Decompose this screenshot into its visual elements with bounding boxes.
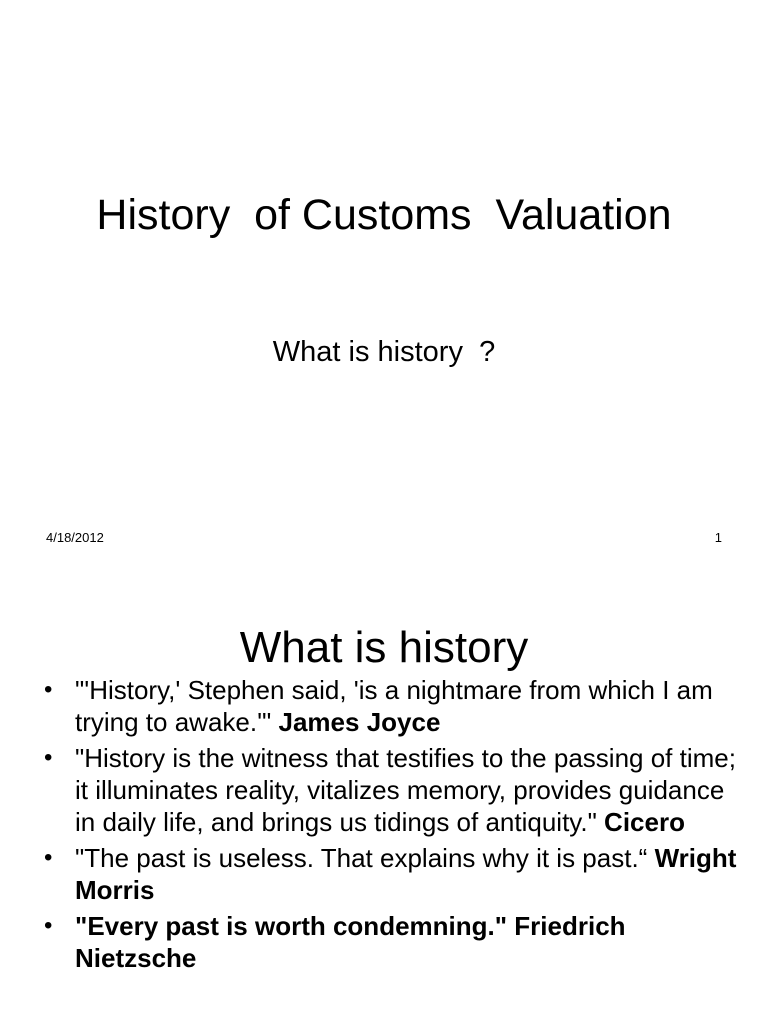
quote-item-nietzsche — [44, 910, 744, 974]
quote-author: Friedrich Nietzsche — [75, 911, 626, 973]
quote-text: "'History,' Stephen said, 'is a nightmare from which I am trying to awake.'" — [75, 675, 713, 737]
slide-title: History of Customs Valuation — [96, 191, 672, 239]
quote-text: "History is the witness that testifies to the passing of time; it illuminates reality, vitalizes memory, provides guidance in daily life, and brings us tidings of antiquity." — [75, 743, 736, 837]
bullet-icon: • — [44, 744, 53, 771]
quote-author: James Joyce — [278, 707, 441, 737]
slide-subtitle: What is history ? — [272, 336, 496, 368]
quote-item-cicero — [44, 742, 744, 838]
bullet-icon: • — [44, 844, 53, 871]
quote-item-morris — [44, 842, 744, 906]
quote-text: "Every past is worth condemning." — [75, 911, 515, 941]
bullet-icon: • — [44, 912, 53, 939]
quote-item-joyce — [44, 674, 744, 738]
slide-title: What is history — [239, 623, 529, 672]
footer-date: 4/18/2012 — [46, 530, 104, 545]
bullet-icon: • — [44, 676, 53, 703]
page-number: 1 — [714, 530, 722, 545]
quote-author: Cicero — [604, 807, 685, 837]
quote-list — [44, 674, 744, 978]
quote-author: Wright Morris — [75, 843, 737, 905]
slide-2 — [0, 552, 768, 1024]
quote-text: "The past is useless. That explains why it is past.“ — [75, 843, 655, 873]
